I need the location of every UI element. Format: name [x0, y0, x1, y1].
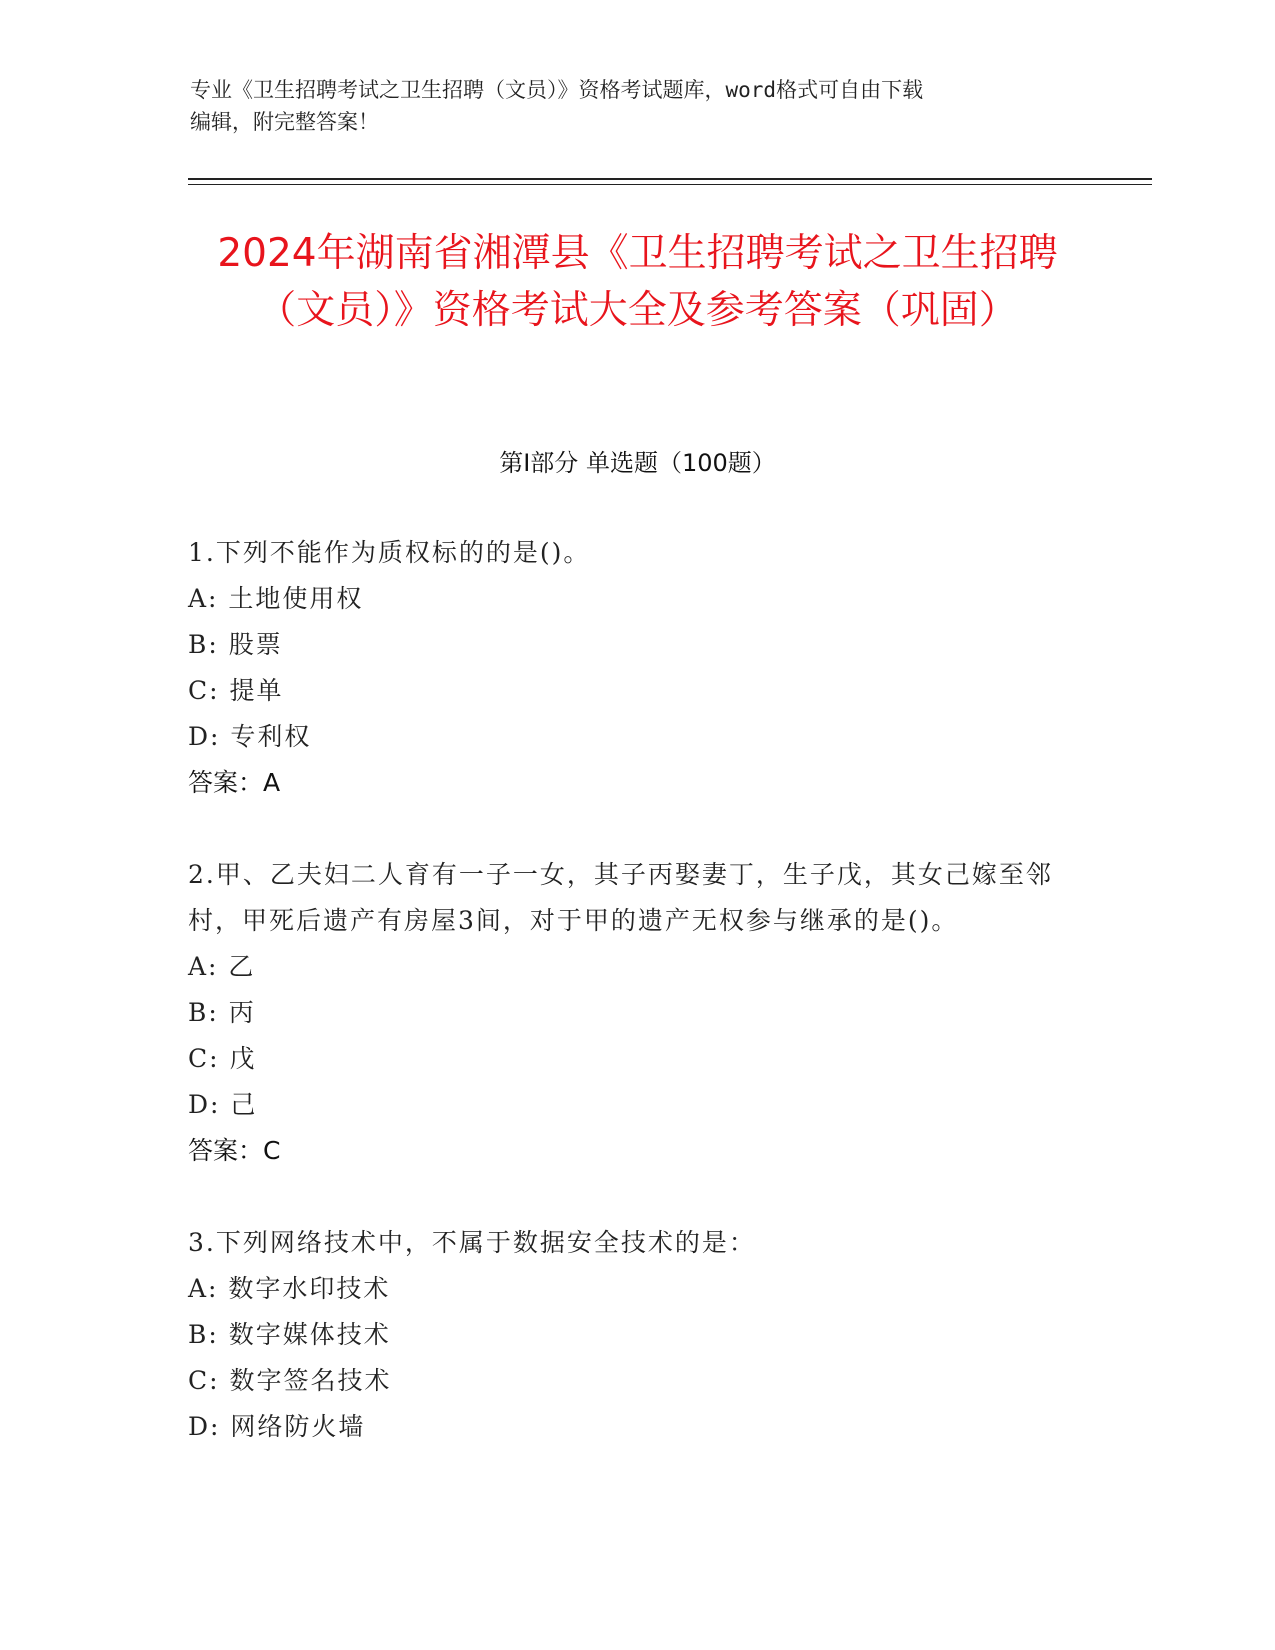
header-note-line2: 编辑，附完整答案！ — [190, 110, 379, 134]
header-divider-thick — [188, 178, 1152, 180]
option-a: A: 数字水印技术 — [188, 1274, 391, 1303]
question-1 — [188, 530, 1068, 806]
option-b: B: 股票 — [188, 630, 283, 659]
option-b: B: 数字媒体技术 — [188, 1320, 391, 1349]
option-a: A: 土地使用权 — [188, 584, 364, 613]
document-title: 2024年湖南省湘潭县《卫生招聘考试之卫生招聘（文员）》资格考试大全及参考答案（巩固） — [217, 231, 1058, 333]
option-a: A: 乙 — [188, 952, 256, 981]
header-note-line1: 专业《卫生招聘考试之卫生招聘（文员）》资格考试题库，word格式可自由下载 — [190, 78, 924, 102]
option-d: D: 网络防火墙 — [188, 1412, 366, 1441]
question-text: 2.甲、乙夫妇二人育有一子一女，其子丙娶妻丁，生子戊，其女己嫁至邻村，甲死后遗产有房屋3间，对于甲的遗产无权参与继承的是()。 — [188, 860, 1053, 935]
option-c: C: 数字签名技术 — [188, 1366, 392, 1395]
question-list — [188, 530, 1068, 1496]
header-note — [190, 74, 1090, 138]
section-title: 第Ⅰ部分 单选题（100题） — [499, 449, 776, 477]
option-c: C: 提单 — [188, 676, 284, 705]
answer: 答案：A — [188, 768, 281, 797]
question-3 — [188, 1220, 1068, 1450]
question-2 — [188, 852, 1068, 1174]
answer: 答案：C — [188, 1136, 281, 1165]
question-text: 1.下列不能作为质权标的的是()。 — [188, 538, 591, 567]
option-b: B: 丙 — [188, 998, 256, 1027]
option-c: C: 戊 — [188, 1044, 257, 1073]
option-d: D: 己 — [188, 1090, 258, 1119]
question-text: 3.下列网络技术中，不属于数据安全技术的是： — [188, 1228, 756, 1257]
header-divider-thin — [188, 184, 1152, 185]
option-d: D: 专利权 — [188, 722, 312, 751]
